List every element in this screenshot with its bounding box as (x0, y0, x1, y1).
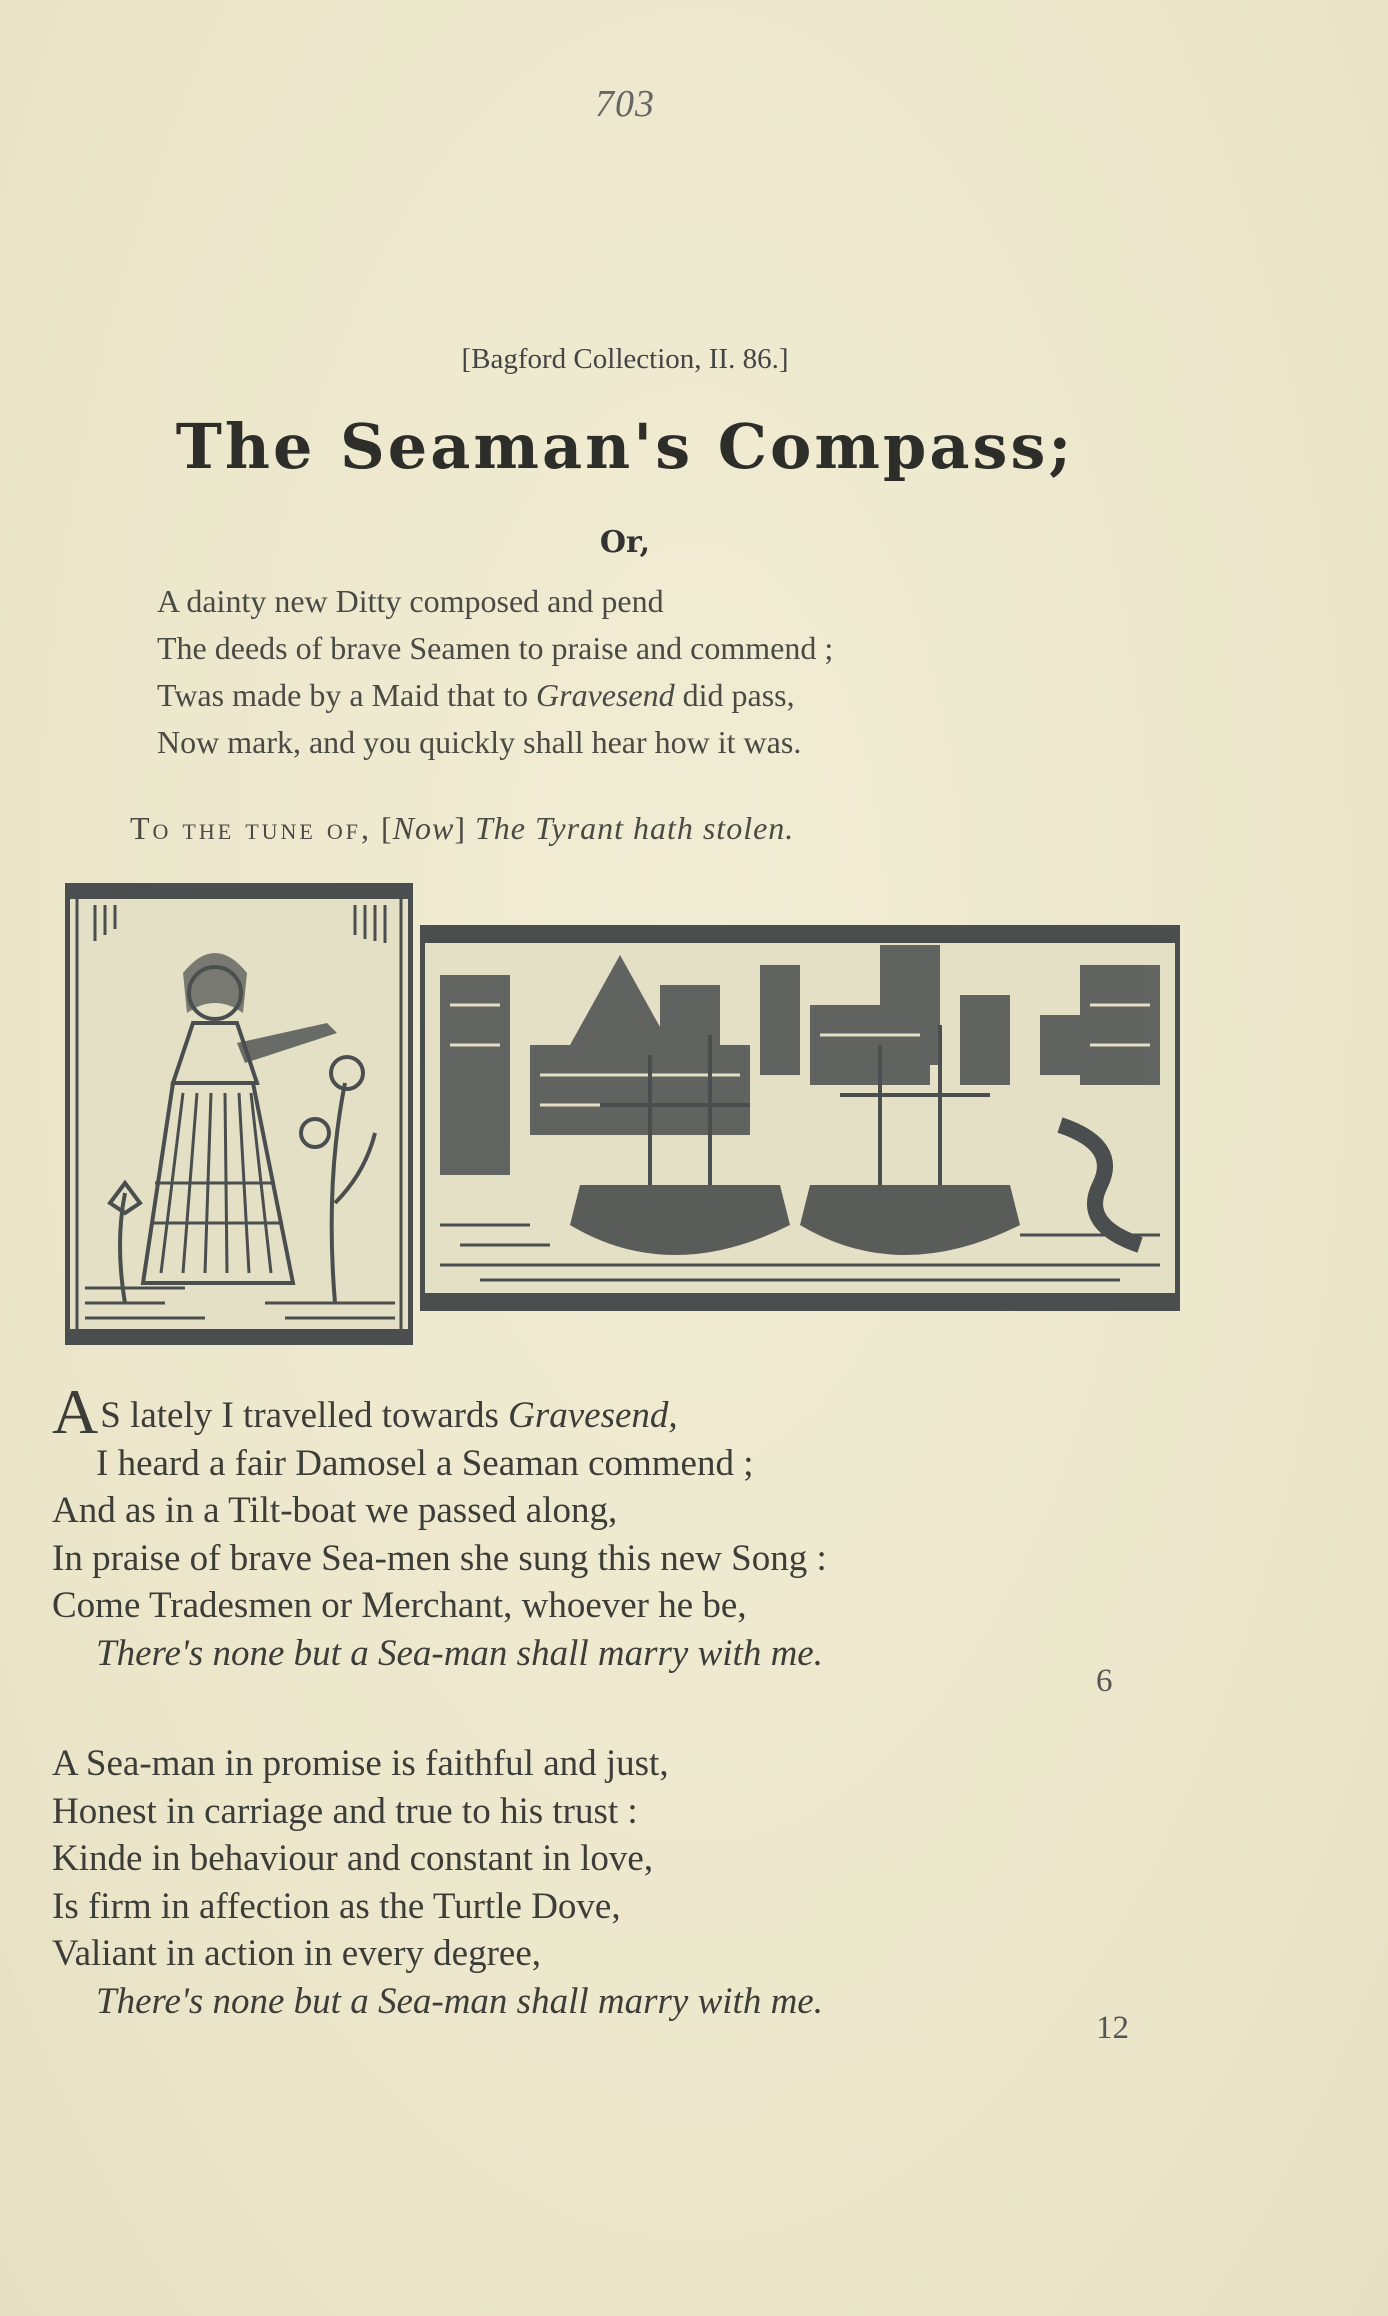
ballad-title: The Seaman's Compass; (175, 410, 1075, 483)
verse-place: Gravesend, (508, 1395, 678, 1436)
verse-line-text: S lately I travelled towards (100, 1395, 509, 1436)
subtitle-line-text: Twas made by a Maid that to (157, 677, 536, 713)
or-line: Or, (599, 525, 651, 560)
verse-line: Kinde in behaviour and constant in love, (52, 1838, 654, 1879)
tune-name: The Tyrant hath stolen. (474, 810, 795, 846)
verse-line: Honest in carriage and true to his trust : (52, 1790, 638, 1832)
refrain-line: There's none but a Sea-man shall marry with me. (96, 1980, 823, 2022)
page-number: 703 (595, 83, 655, 125)
subtitle-line: A dainty new Ditty composed and pend (157, 583, 664, 619)
subtitle-place: Gravesend (536, 677, 675, 713)
verse-line: Come Tradesmen or Merchant, whoever he be, (52, 1585, 747, 1626)
tune-bracket-close: ] (454, 810, 475, 846)
tune-line (130, 810, 794, 847)
verse-line: In praise of brave Sea-men she sung this new Song : (52, 1537, 827, 1579)
woodcut-ships-image (420, 925, 1180, 1311)
stanza-2 (52, 1740, 823, 2025)
refrain-line: There's none but a Sea-man shall marry with me. (96, 1632, 823, 1674)
verse-line (52, 1376, 827, 1447)
stanza-1 (52, 1376, 827, 1677)
collection-reference: [Bagford Collection, II. 86.] (461, 343, 789, 375)
drop-cap: A (52, 1376, 99, 1447)
verse-line: Is firm in affection as the Turtle Dove, (52, 1885, 621, 1927)
verse-line: I heard a fair Damosel a Seaman commend ; (96, 1442, 754, 1484)
line-number: 12 (1096, 2010, 1129, 2046)
verse-line: And as in a Tilt-boat we passed along, (52, 1490, 618, 1531)
tune-prefix: To the tune of, (130, 810, 372, 846)
subtitle-line: Now mark, and you quickly shall hear how it was. (157, 724, 802, 760)
subtitle-line (157, 672, 833, 719)
subtitle-line-end: did pass, (674, 677, 795, 713)
tune-now: Now (392, 810, 455, 846)
woodcut-woman-image (65, 883, 413, 1345)
verse-line: A Sea-man in promise is faithful and just, (52, 1743, 669, 1784)
tune-bracket-open: [ (371, 810, 393, 846)
verse-line: Valiant in action in every degree, (52, 1933, 542, 1974)
ballad-subtitle (157, 578, 833, 766)
subtitle-line: The deeds of brave Seamen to praise and commend ; (157, 630, 834, 666)
line-number: 6 (1096, 1663, 1113, 1699)
